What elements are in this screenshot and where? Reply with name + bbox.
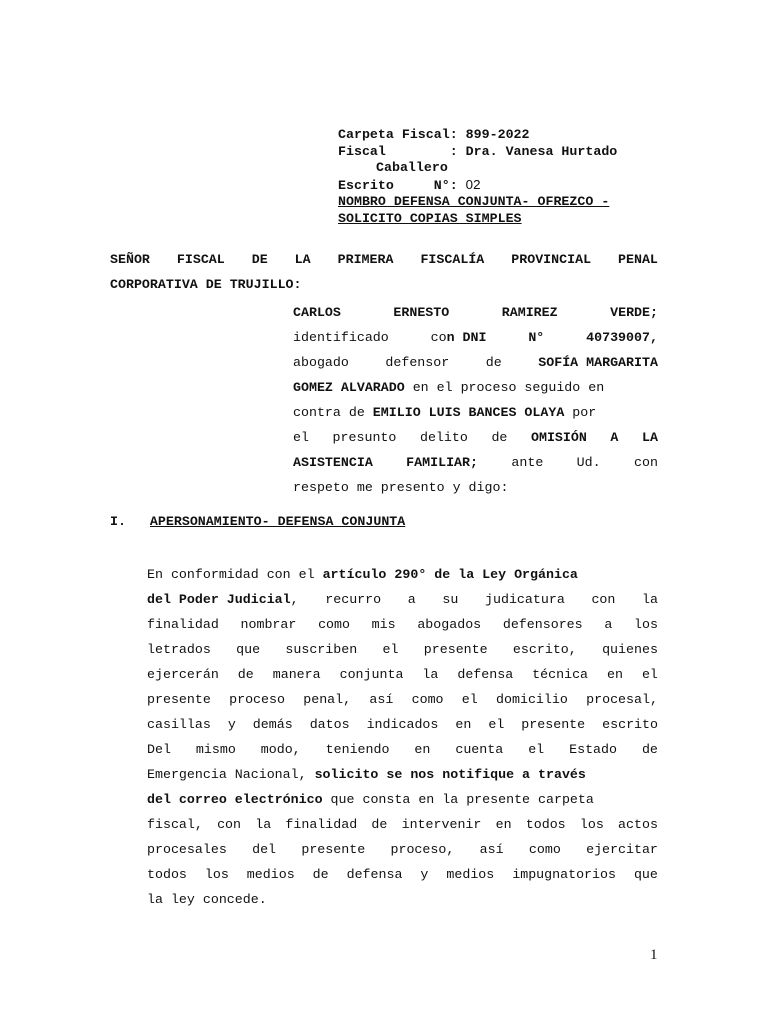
word: SOFÍA MARGARITA [538,355,658,370]
body-line [147,587,658,612]
intro-line [293,325,658,350]
word: co [430,330,447,345]
word: actos [618,817,658,832]
word: abogados [417,617,482,632]
body-line [147,862,658,887]
section-title: APERSONAMIENTO- DEFENSA CONJUNTA [149,514,406,529]
word: finalidad [147,617,219,632]
word: VERDE; [610,305,658,320]
word: el [382,642,399,657]
addressee-word: LA [294,252,311,267]
word: modo, [260,742,301,757]
word: penal, [303,692,352,707]
word: del Poder Judicial [147,592,291,607]
word: de [371,817,388,832]
word: los [204,867,229,882]
word: demás [252,717,293,732]
addressee-word: PRIMERA [337,252,394,267]
writ-number: 02 [465,176,481,192]
intro-line [293,450,658,475]
word: el [488,717,505,732]
word: escrito, [512,642,577,657]
word: EMILIO LUIS BANCES OLAYA [372,405,565,420]
page-number: 1 [650,947,658,963]
word: procesal, [586,692,658,707]
word: que [236,642,261,657]
word: nombrar [240,617,297,632]
word: ERNESTO [393,305,450,320]
word: OMISIÓN [530,430,587,445]
word: defensores [502,617,583,632]
summary-line-2: SOLICITO COPIAS SIMPLES [338,210,522,226]
word: de [485,355,502,370]
word: ante [511,455,544,470]
word: como [528,842,561,857]
word: presente [301,842,366,857]
word: proceso [229,692,285,707]
word: el [293,430,309,445]
word [147,587,299,612]
word: mismo [195,742,236,757]
word: ASISTENCIA [293,455,373,470]
intro-line [293,300,658,325]
word: defensa [346,867,403,882]
writ-number-line [338,177,668,195]
word: fiscal, [147,817,203,832]
word: conjunta [339,667,404,682]
word: la [422,667,439,682]
body-line [147,637,658,662]
body-line [147,787,658,812]
word: presente [147,692,211,707]
intro-line: respeto me presento y digo: [293,480,509,495]
word: casillas [147,717,211,732]
word: impugnatorios [512,867,616,882]
word: a [604,617,613,632]
word: de [237,667,254,682]
word: así [479,842,504,857]
word: en [414,742,431,757]
body-paragraph [147,562,658,912]
addressee-word: PENAL [618,252,658,267]
word: intervenir [401,817,482,832]
word: el [528,742,545,757]
addressee-word: PROVINCIAL [511,252,592,267]
word: en [607,667,623,682]
word: así [369,692,394,707]
word: presente [521,717,586,732]
body-line [147,762,658,787]
addressee-word: DE [251,252,268,267]
word: como [318,617,350,632]
word: Estado [569,742,617,757]
word: quienes [602,642,658,657]
word: artículo 290° de la Ley Orgánica [322,567,578,582]
summary-line-1: NOMBRO DEFENSA CONJUNTA- OFREZCO - [338,194,610,209]
word: En conformidad con el [147,567,323,582]
intro-line [293,350,658,375]
word: de [491,430,508,445]
section-number: I. [110,514,126,529]
word: identificado [293,330,389,345]
word: presunto [332,430,397,445]
word [431,325,487,350]
word: 40739007, [586,330,658,345]
word: ejercitar [586,842,658,857]
word: finalidad [285,817,358,832]
word: indicados [366,717,439,732]
addressee-word: SEÑOR [110,252,150,267]
word: defensor [385,355,450,370]
word: RAMIREZ [501,305,558,320]
word: como [411,692,444,707]
word: judicatura [485,592,565,607]
word: recurro [325,592,382,607]
body-line [147,562,658,587]
word: el [641,667,658,682]
body-line [147,687,658,712]
addressee-line [110,251,658,269]
word: Del [147,742,171,757]
word: A [610,430,619,445]
word: ejercerán [147,667,219,682]
word: CARLOS [293,305,341,320]
word: presente [423,642,488,657]
body-line [147,712,658,737]
word: con [591,592,616,607]
addressee-line-2: CORPORATIVA DE TRUJILLO: [110,277,302,292]
addressee-word: FISCAL [176,252,225,267]
intro-line [293,425,658,450]
word: los [634,617,658,632]
word: procesales [147,842,227,857]
body-line: la ley concede. [147,892,267,907]
word: cuenta [455,742,504,757]
word: n DNI [446,330,487,345]
body-line [147,737,658,762]
word: del [252,842,277,857]
word: datos [309,717,350,732]
word: medios [246,867,295,882]
intro-line [293,375,658,400]
word: del correo electrónico [147,792,323,807]
word: a [407,592,416,607]
body-line [147,612,658,637]
section-heading [110,514,405,529]
word: teniendo [325,742,390,757]
word: la [255,817,272,832]
word: suscriben [285,642,358,657]
word: contra de [293,405,373,420]
word: Emergencia Nacional, [147,767,315,782]
word: técnica [532,667,589,682]
word: proceso, [390,842,455,857]
word: Ud. [576,455,601,470]
case-header [338,127,668,227]
word: y [420,867,429,882]
prosecutor-line-cont: Caballero [376,160,448,175]
word: mis [371,617,396,632]
word: y [227,717,236,732]
word: por [564,405,597,420]
word: GOMEZ ALVARADO [293,380,405,395]
word: el [461,692,478,707]
body-line [147,812,658,837]
body-line [147,837,658,862]
prosecutor-line: Fiscal : Dra. Vanesa Hurtado [338,143,618,159]
word: su [442,592,459,607]
word: en [495,817,512,832]
word: los [579,817,604,832]
word: que consta en la presente carpeta [322,792,594,807]
addressee-word: FISCALÍA [420,252,485,267]
word: domicilio [496,692,568,707]
word: con [217,817,242,832]
word: escrito [602,717,658,732]
word: solicito se nos notifique a través [314,767,586,782]
word: todos [147,867,187,882]
writ-label: Escrito N°: [338,177,466,193]
word: medios [446,867,495,882]
word: todos [525,817,566,832]
intro-line [293,400,658,425]
word: N° [528,330,545,345]
word: LA [641,430,658,445]
intro-paragraph [293,300,658,500]
word: en [455,717,472,732]
word: abogado [293,355,349,370]
body-line [147,662,658,687]
word: de [312,867,329,882]
word: defensa [457,667,514,682]
word: manera [272,667,321,682]
word: en el proceso seguido en [404,380,605,395]
word: , [290,592,299,607]
word: que [633,867,658,882]
word: de [641,742,658,757]
word: letrados [147,642,211,657]
word: la [642,592,658,607]
case-file-number: Carpeta Fiscal: 899-2022 [338,127,530,142]
word: FAMILIAR; [406,455,478,470]
word: con [634,455,658,470]
word: delito [419,430,468,445]
